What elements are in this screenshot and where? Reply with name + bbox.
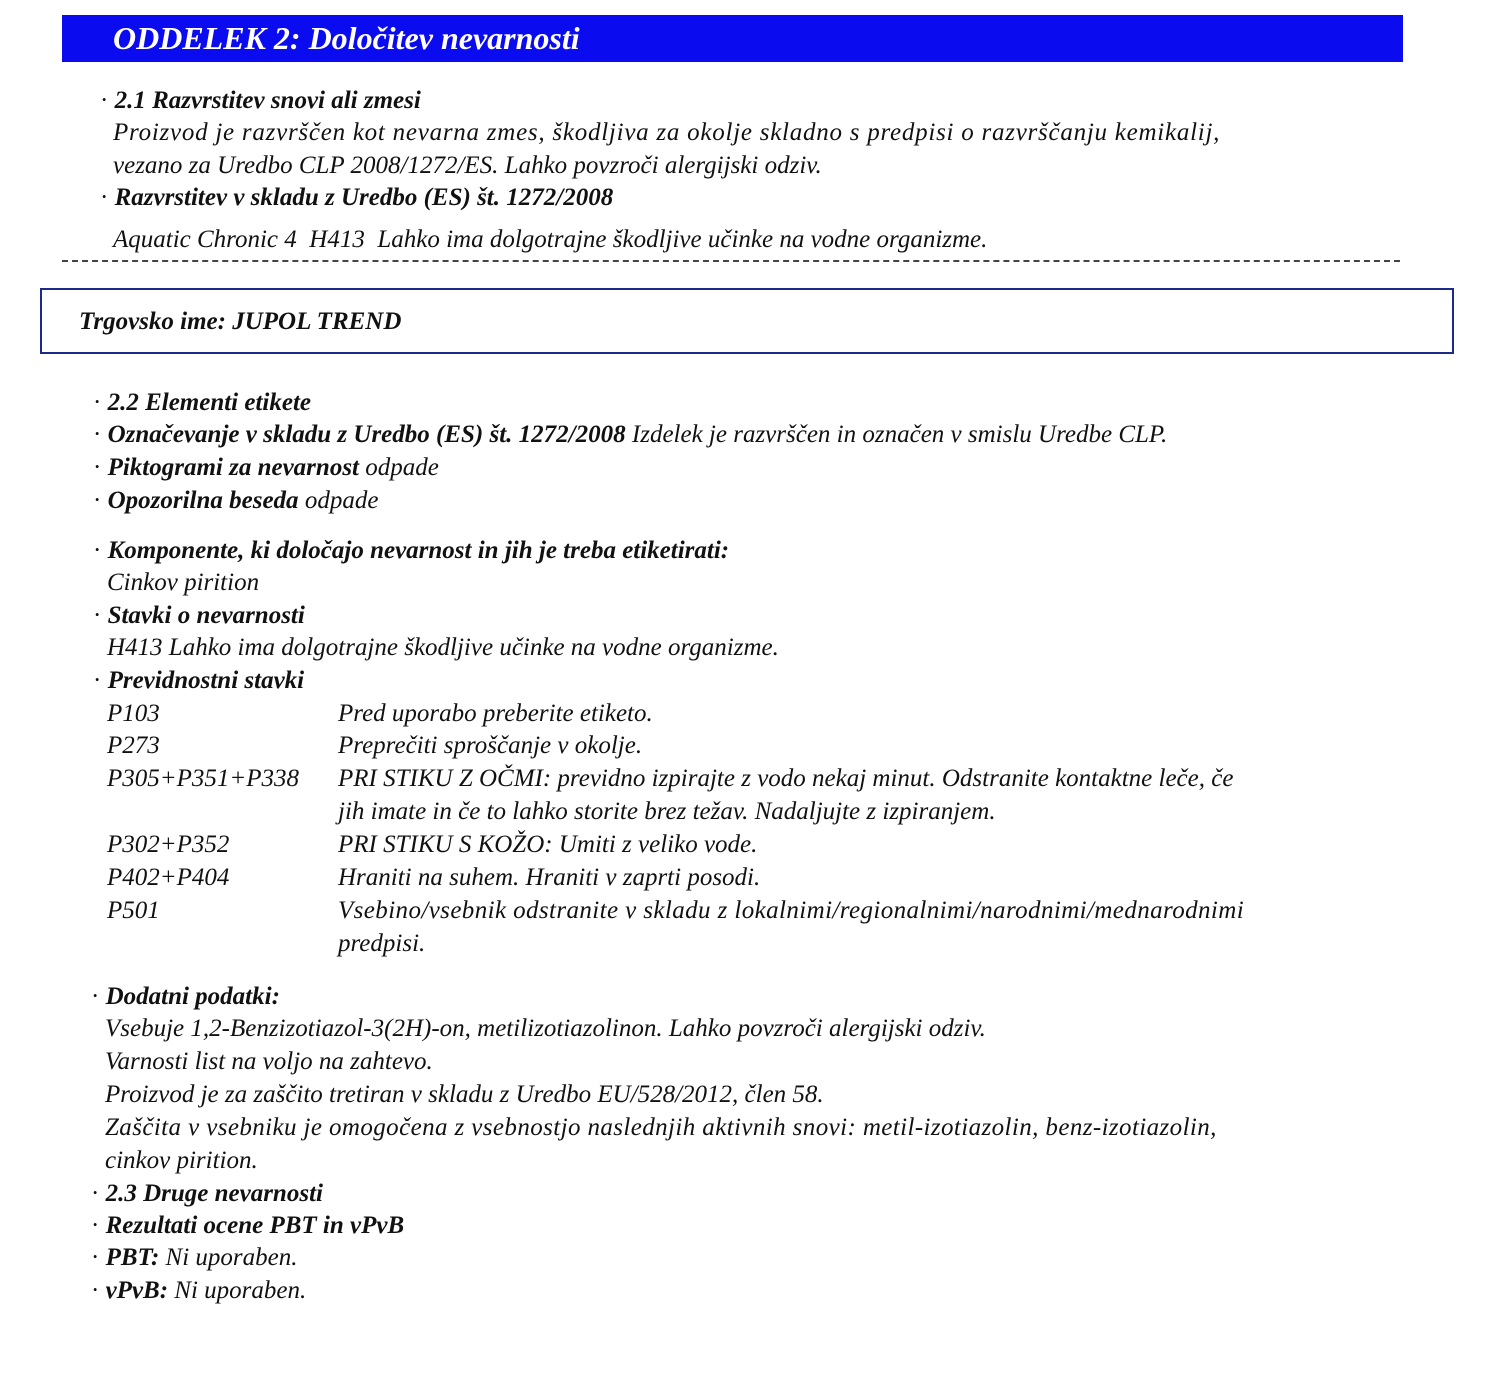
bullet: · <box>91 1244 100 1271</box>
bullet: · <box>91 983 100 1010</box>
s23-pbt-heading-line <box>91 1209 404 1242</box>
precaution-text-continued: jih imate in če to lahko storite brez težav. Nadaljujte z izpiranjem. <box>338 798 996 825</box>
s22-pictograms-line <box>93 451 439 484</box>
s22-hazard-heading-line <box>93 599 305 632</box>
s22-signal-text: odpade <box>298 487 379 514</box>
precaution-text: Hraniti na suhem. Hraniti v zaprti posodi. <box>338 864 761 891</box>
trade-name: Trgovsko ime: JUPOL TREND <box>79 308 402 335</box>
s22-pictograms-text: odpade <box>359 454 439 481</box>
section-header-bar <box>62 15 1403 62</box>
precaution-text: PRI STIKU S KOŽO: Umiti z veliko vode. <box>338 831 758 858</box>
precaution-code: P501 <box>107 897 160 924</box>
additional-line: Vsebuje 1,2-Benzizotiazol-3(2H)-on, metilizotiazolinon. Lahko povzroči alergijski odziv. <box>105 1015 986 1042</box>
additional-line: Proizvod je za zaščito tretiran v skladu z Uredbo EU/528/2012, člen 58. <box>105 1081 824 1108</box>
s21-text-line1: Proizvod je razvrščen kot nevarna zmes, škodljiva za okolje skladno s predpisi o razvrščanju kemikalij, <box>113 119 1221 146</box>
additional-heading-line <box>91 980 280 1013</box>
bullet: · <box>93 487 102 514</box>
s22-labelling-text: Izdelek je razvrščen in označen v smislu Uredbe CLP. <box>625 421 1168 448</box>
s23-pbt-heading: Rezultati ocene PBT in vPvB <box>105 1212 405 1239</box>
s23-heading-line <box>91 1177 323 1210</box>
s23-vpvb-text: Ni uporaben. <box>168 1277 307 1304</box>
bullet: · <box>93 389 102 416</box>
s21-heading-line <box>100 84 421 117</box>
bullet: · <box>91 1212 100 1239</box>
s21-heading: 2.1 Razvrstitev snovi ali zmesi <box>114 87 421 114</box>
trade-name-box <box>40 288 1454 354</box>
s22-precaution-heading: Previdnostni stavki <box>107 667 305 694</box>
bullet: · <box>93 537 102 564</box>
dashed-separator <box>62 260 1400 262</box>
s22-heading-line <box>93 386 311 419</box>
bullet: · <box>100 184 109 211</box>
additional-line: Zaščita v vsebniku je omogočena z vsebnostjo naslednjih aktivnih snovi: metil-izotiazolin, benz-izotiazolin, <box>105 1114 1217 1141</box>
bullet: · <box>93 454 102 481</box>
s21-text-line2: vezano za Uredbo CLP 2008/1272/ES. Lahko povzroči alergijski odziv. <box>113 152 822 179</box>
s22-precaution-heading-line <box>93 664 304 697</box>
s22-components-heading-line <box>93 534 729 567</box>
additional-heading: Dodatni podatki: <box>105 983 280 1010</box>
bullet: · <box>91 1180 100 1207</box>
precaution-text: PRI STIKU Z OČMI: previdno izpirajte z vodo nekaj minut. Odstranite kontaktne leče, če <box>338 765 1234 792</box>
additional-line: cinkov pirition. <box>105 1147 258 1174</box>
s23-pbt-line <box>91 1241 297 1274</box>
bullet: · <box>93 667 102 694</box>
s22-signal-label: Opozorilna beseda <box>107 487 299 514</box>
section-title: ODDELEK 2: Določitev nevarnosti <box>113 20 580 56</box>
bullet: · <box>91 1277 100 1304</box>
precaution-text: Vsebino/vsebnik odstranite v skladu z lokalnimi/regionalnimi/narodnimi/mednarodnimi <box>338 897 1245 924</box>
s23-vpvb-label: vPvB: <box>105 1277 169 1304</box>
precaution-text: Preprečiti sproščanje v okolje. <box>338 732 643 759</box>
precaution-text: Pred uporabo preberite etiketo. <box>338 700 653 727</box>
s23-vpvb-line <box>91 1274 306 1307</box>
s21-class-line: Aquatic Chronic 4 H413 Lahko ima dolgotrajne škodljive učinke na vodne organizme. <box>113 226 988 253</box>
bullet: · <box>93 602 102 629</box>
s22-labelling-line <box>93 418 1167 451</box>
precaution-code: P302+P352 <box>107 831 230 858</box>
s21-class-heading-line <box>100 181 613 214</box>
precaution-code: P305+P351+P338 <box>107 765 300 792</box>
s22-components-heading: Komponente, ki določajo nevarnost in jih je treba etiketirati: <box>107 537 730 564</box>
s22-hazard-text: H413 Lahko ima dolgotrajne škodljive učinke na vodne organizme. <box>107 634 779 661</box>
s22-signal-line <box>93 484 378 517</box>
s22-components-text: Cinkov pirition <box>107 569 260 596</box>
precaution-code: P402+P404 <box>107 864 230 891</box>
s22-hazard-heading: Stavki o nevarnosti <box>107 602 305 629</box>
precaution-code: P103 <box>107 700 160 727</box>
s22-labelling-label: Označevanje v skladu z Uredbo (ES) št. 1272/2008 <box>107 421 626 448</box>
additional-line: Varnosti list na voljo na zahtevo. <box>105 1048 433 1075</box>
precaution-code: P273 <box>107 732 160 759</box>
s22-heading: 2.2 Elementi etikete <box>107 389 312 416</box>
bullet: · <box>100 87 109 114</box>
s22-pictograms-label: Piktogrami za nevarnost <box>107 454 359 481</box>
s23-heading: 2.3 Druge nevarnosti <box>105 1180 323 1207</box>
precaution-text-continued: predpisi. <box>338 930 426 957</box>
s23-pbt-text: Ni uporaben. <box>159 1244 298 1271</box>
bullet: · <box>93 421 102 448</box>
s23-pbt-label: PBT: <box>105 1244 160 1271</box>
s21-class-heading: Razvrstitev v skladu z Uredbo (ES) št. 1272/2008 <box>114 184 614 211</box>
